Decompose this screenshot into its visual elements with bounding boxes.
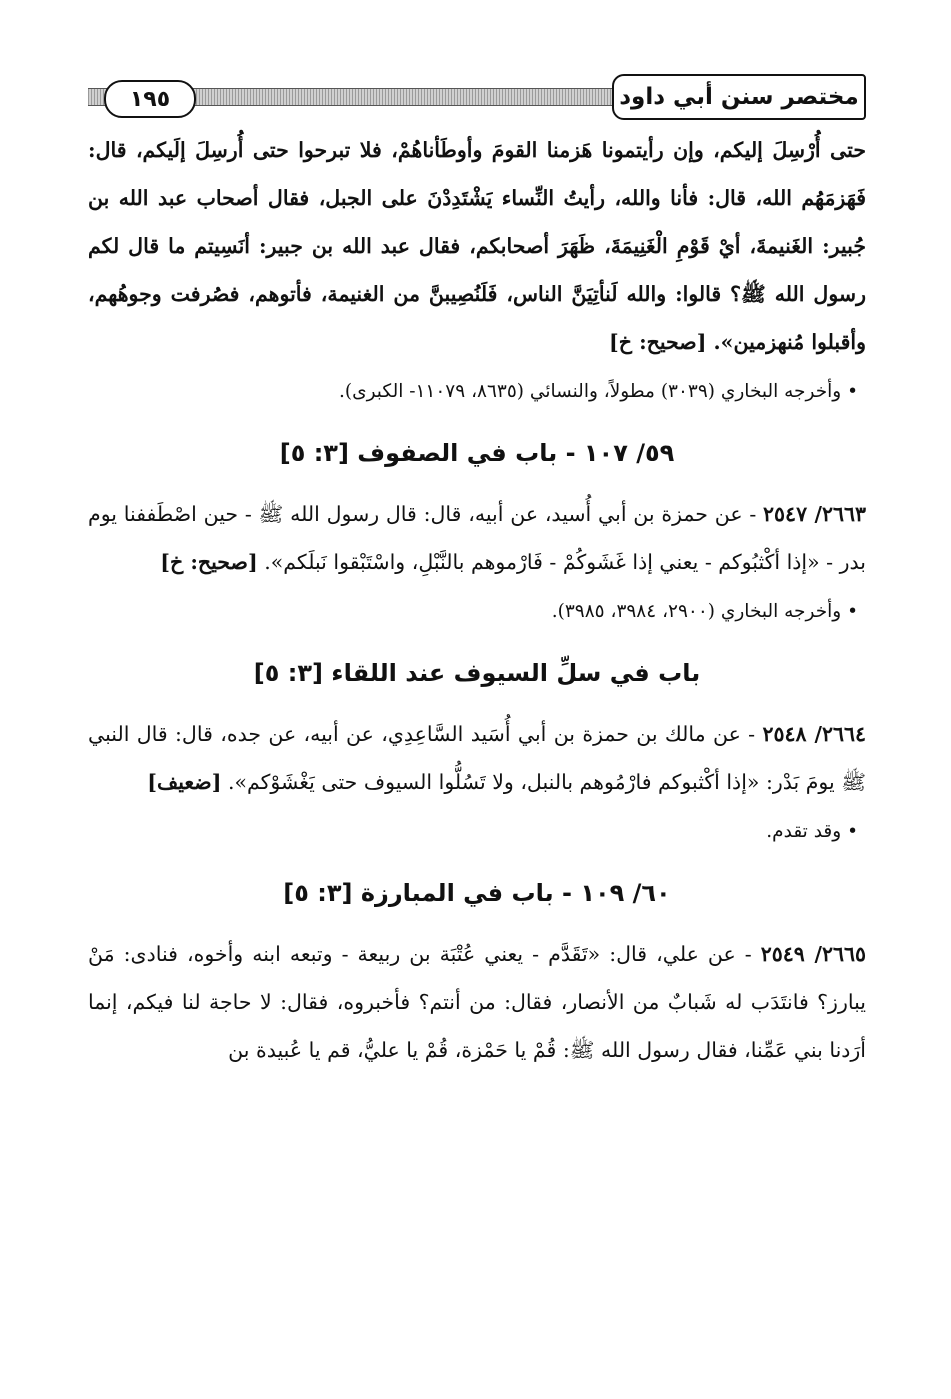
hadith-entry (88, 490, 866, 586)
chapter-heading: باب في سلِّ السيوف عند اللقاء [٣: ٥] (253, 659, 701, 687)
hadith-text: - عن حمزة بن أبي أُسيد، عن أبيه، قال: قال رسول الله ﷺ - حين اصْطَففنا يوم بدر - «إذا أكْثبُوكم - يعني إذا غَشَوكُمْ - فَارْموهم بالنَّبْلِ، واسْتَبْقوا نَبلَكم». (88, 502, 866, 574)
hadith-text: - عن مالك بن حمزة بن أبي أُسَيد السَّاعِدِي، عن أبيه، عن جده، قال: قال النبي ﷺ يومَ بَدْر: «إذا أكْثبوكم فارْمُوهم بالنبل، ولا تَسُلُّوا السيوف حتى يَغْشَوْكم». (88, 722, 866, 794)
hadith-number: ٢٦٦٣/ ٢٥٤٧ (763, 502, 867, 526)
hadith-grade: [صحيح: خ] (609, 330, 707, 354)
page-body (88, 126, 866, 1074)
page-number: ١٩٥ (104, 80, 196, 118)
hadith-entry (88, 930, 866, 1074)
book-title: مختصر سنن أبي داود (612, 74, 866, 120)
running-header (88, 74, 866, 122)
hadith-text: حتى أُرْسِلَ إليكم، وإن رأيتمونا هَزمنا القومَ وأوطَأناهُمْ، فلا تبرحوا حتى أُرسِلَ إلَيكم، قال: فَهَزمَهُم الله، قال: فأنا والله، رأيتُ النِّساء يَشْتَدِدْنَ على الجبل، فقال أصحاب عبد الله بن جُبير: الغَنيمةَ، أيْ قَوْمِ الْغَنِيمَةَ، ظَهَرَ أصحابكم، فقال عبد الله بن جبير: أنَسِيتم ما قال لكم رسول الله ﷺ؟ قالوا: والله لَنأتِيَنَّ الناس، فَلَنُصِيبنَّ من الغنيمة، فأتوهم، فصُرفت وجوهُهم، وأقبلوا مُنهزمين». (88, 138, 866, 354)
hadith-number: ٢٦٦٤/ ٢٥٤٨ (762, 722, 866, 746)
hadith-grade: [ضعيف] (147, 770, 222, 794)
hadith-continuation (88, 126, 866, 366)
hadith-grade: [صحيح: خ] (160, 550, 258, 574)
chapter-heading: ٥٩/ ١٠٧ - باب في الصفوف [٣: ٥] (279, 439, 675, 467)
chapter-heading: ٦٠/ ١٠٩ - باب في المبارزة [٣: ٥] (283, 879, 671, 907)
hadith-text: - عن علي، قال: «تَقَدَّم - يعني عُتْبَة بن ربيعة - وتبعه ابنه وأخوه، فنادى: مَنْ يبارز؟ فانتَدَب له شَبابٌ من الأنصار، فقال: من أنتم؟ فأخبروه، فقال: لا حاجة لنا فيكم، إنما أرَدنا بني عَمِّنا، فقال رسول الله ﷺ: قُمْ يا حَمْزة، قُمْ يا عليُّ، قم يا عُبيدة بن (88, 942, 866, 1062)
takhrij-note: • وأخرجه البخاري (٢٩٠٠، ٣٩٨٤، ٣٩٨٥). (551, 601, 858, 622)
hadith-number: ٢٦٦٥/ ٢٥٤٩ (760, 942, 867, 966)
takhrij-note: • وقد تقدم. (766, 821, 858, 842)
takhrij-note: • وأخرجه البخاري (٣٠٣٩) مطولاً، والنسائي (٨٦٣٥، ١١٠٧٩- الكبرى). (339, 381, 858, 402)
hadith-entry (88, 710, 866, 806)
